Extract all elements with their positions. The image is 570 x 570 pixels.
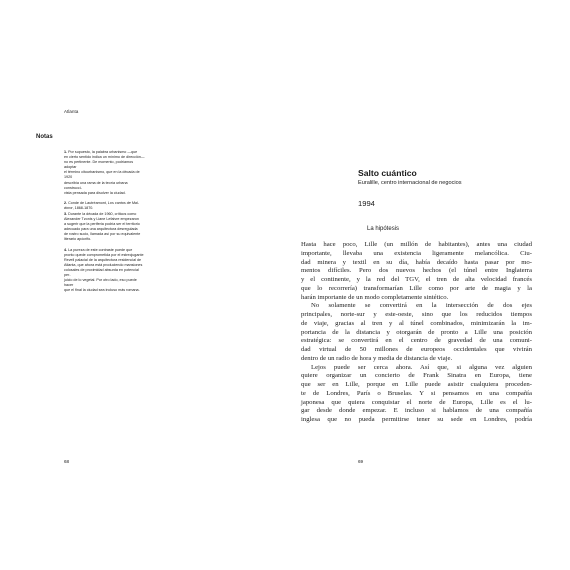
note-block <box>64 201 146 242</box>
note-text: Conde de Lautréamont, <box>67 201 108 206</box>
body-line: estratégica: se convertirá en el centro de gravedad de una comuni- <box>301 337 532 345</box>
note-text: literario apócrifo. <box>64 237 92 241</box>
note-number: 4. <box>64 247 68 252</box>
body-line: dad minera y textil en su día, había decaído hasta pasar por mo- <box>301 258 532 266</box>
note-block <box>64 248 146 294</box>
body-line: harán importante de un modo completamente sintético. <box>301 293 449 301</box>
note-text: a sugerir que la periferia podría ser el territorio <box>64 221 140 226</box>
note-line <box>64 160 146 170</box>
note-text: el término citourbanismo, que en la década de 1920 <box>64 170 140 180</box>
body-line: que lo recorrería) transformarían Lille como por arte de magia y la <box>301 284 532 292</box>
body-line: quiere organizar un concierto de Frank Sinatra en Europa, tiene <box>301 372 532 380</box>
note-text: que el final la ciudad sea incluso más romana. <box>64 288 140 293</box>
chapter-subtitle: Euralille, centro internacional de negocios <box>358 180 462 186</box>
page-number-right: 69 <box>358 459 364 464</box>
running-head: Atlanta <box>64 109 79 114</box>
body-line: importante, llevaba una existencia ligeramente melancólica. Ciu- <box>301 249 532 257</box>
note-italic-text: Los cantos de Mal- <box>107 201 140 206</box>
note-line <box>64 237 146 242</box>
note-line <box>64 181 146 191</box>
body-line: de viaje, gracias al tren y al túnel combinados, minimizarán la im- <box>301 319 532 327</box>
note-text: pronto quede comprometida por el estrecjugante <box>64 252 144 257</box>
note-text: , 1868-1870. <box>72 206 94 211</box>
note-block <box>64 150 146 196</box>
note-line <box>64 170 146 180</box>
notes-list <box>64 150 146 299</box>
note-line <box>64 288 146 293</box>
note-text: describía una rama de la teoría urbana construcci- <box>64 180 128 190</box>
body-line: principales, norte-sur y este-oeste, sino que los reducidos tiempos <box>301 311 532 318</box>
chapter-year: 1994 <box>358 199 375 208</box>
body-line: te de Londres, París o Bruselas. Y si pensamos en una compañía <box>301 389 532 397</box>
note-text: Alexander Tzonis y Liane Lefaivre empezaron <box>64 216 139 221</box>
body-line: inglesa que no pueda permitirse tener su sede en Londres, podría <box>301 416 532 423</box>
note-text: no es pertinente. De momento, podríamos adoptar <box>64 160 134 170</box>
body-line: gar desde donde empezar. E incluso si hablamos de una compañía <box>301 407 532 415</box>
note-text: de rostro sucio, llamada así por su equivalente <box>64 231 141 236</box>
note-line <box>64 268 146 278</box>
body-line: portancia de la distancia y otorgarán de pronto a Lille una posición <box>301 328 532 336</box>
note-number: 3. <box>64 211 68 216</box>
body-line: Lejos puede ser cerca ahora. Así que, si alguna vez alguien <box>311 363 532 371</box>
note-line <box>64 191 146 196</box>
body-line: que ser en Lille, porque en Lille puede asistir cualquiera proceden- <box>301 381 532 388</box>
page-number-left: 68 <box>64 459 70 464</box>
body-line: mentos difíciles. Pero dos nuevos hechos (el túnel entre Inglaterra <box>301 267 532 275</box>
note-text: adecuado para una arquitectura desregulada <box>64 226 138 231</box>
note-italic-text: doror <box>64 206 73 211</box>
note-text: juicio de lo vegetal. Por otro lado, eso puede hacer <box>64 278 137 288</box>
body-line: dentro de un radio de hora y media de distancia de viaje. <box>301 354 453 362</box>
note-text: vista pensada para disolver la ciudad. <box>64 190 126 195</box>
body-line: japonesa que quiera conquistar el norte de Europa, Lille es el lu- <box>301 398 532 406</box>
note-text: Por supuesto, la palabra urbanismo —que <box>67 150 138 154</box>
note-text: en cierto sentido indica un mínimo de dirección— <box>64 155 145 160</box>
note-text: colosales de proximidad absurda en potencial per- <box>64 267 139 278</box>
body-line: y el continente, y la red del TGV, el tren de alta velocidad francés <box>301 276 532 283</box>
note-text: Revell palacial de la arquitectura residencial de <box>64 257 142 262</box>
note-number: 2. <box>64 201 68 206</box>
chapter-title: Salto cuántico <box>358 168 417 178</box>
body-text <box>301 241 532 425</box>
note-line <box>64 278 146 288</box>
section-heading: La hipótesis <box>367 226 400 232</box>
note-text: Atlanta, que ahora está produciendo mansiones <box>64 262 143 267</box>
note-number: 1. <box>64 150 68 154</box>
body-line: Hasta hace poco, Lille (un millón de habitantes), antes una ciudad <box>301 241 532 248</box>
note-text: La pureza de este contraste puede que <box>67 247 133 252</box>
body-line: dad virtual de 50 millones de europeos occidentales que vivirán <box>301 346 532 353</box>
note-text: Durante la década de 1960, críticos como <box>67 211 137 216</box>
body-line: No solamente se convertirá en la intersección de dos ejes <box>311 302 532 310</box>
notes-heading: Notas <box>36 134 53 140</box>
